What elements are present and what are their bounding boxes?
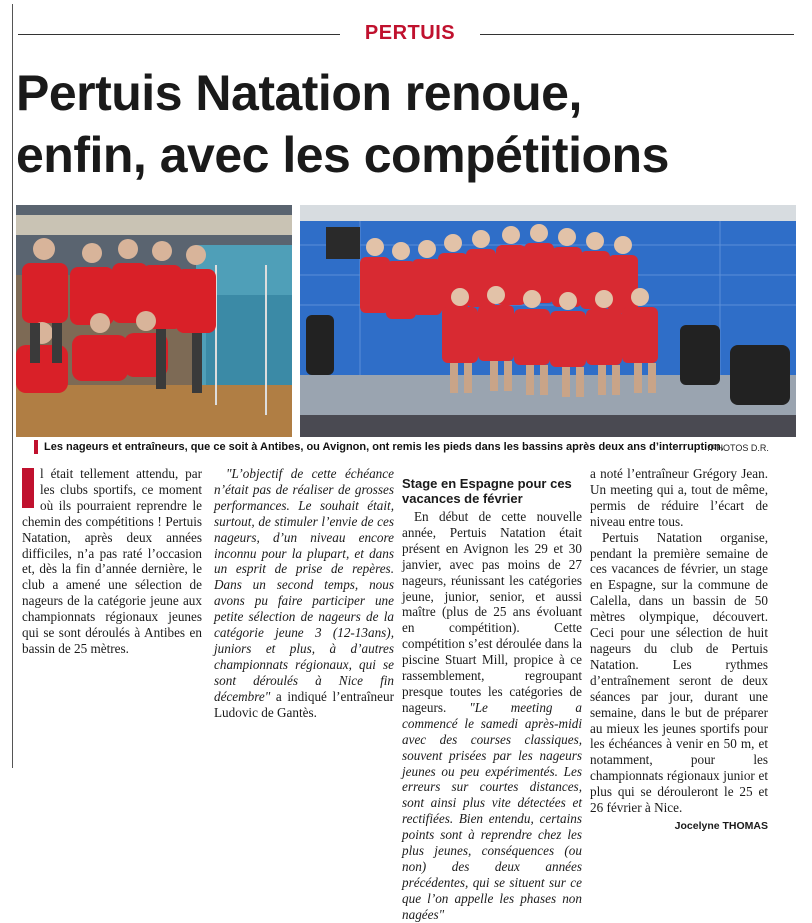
subheading: Stage en Espagne pour ces vacances de février xyxy=(402,476,572,506)
article-column-4 xyxy=(590,466,768,832)
article-paragraph-3 xyxy=(402,509,582,923)
photo-caption: Les nageurs et entraîneurs, que ce soit à Antibes, ou Avignon, ont remis les pieds dans les bassins après deux ans d’interruption. xyxy=(44,441,724,453)
quote-attribution-ludovic: a indiqué l’entraîneur Ludovic de Gantès. xyxy=(214,688,394,720)
paragraph-3-text: En début de cette nouvelle année, Pertuis Natation était présent en Avignon les 29 et 30 janvier, avec pas moins de 27 nageurs, réunissant les catégories jeune, junior, senior, et aussi maître (plus de 25 ans évoluant en compétition). Cette compétition s’est déroulée dans la piscine Stuart Mill, propice à ce rassemblement, regroupant presque toutes les catégories de nageurs. xyxy=(402,509,582,715)
continued-paragraph xyxy=(590,466,768,530)
author-byline: Jocelyne THOMAS xyxy=(674,819,768,832)
article-column-2 xyxy=(214,466,394,721)
photo-credit: /PHOTOS D.R. xyxy=(708,443,769,453)
article-paragraph-4: Pertuis Natation organise, pendant la première semaine de ces vacances de février, un stage en Espagne, sur la commune de Calella, dans un bassin de 50 mètres olympique, découvert. Ceci pour une sélection de huit nageurs du club de Pertuis Natation. Les rythmes d’entraînement seront de deux séances par jour, durant une semaine, dans le but de préparer au mieux les jeunes sportifs pour les échéances à venir en 50 m, et notamment, pour les championnats régionaux junior et plus qui se dérouleront le 25 et 26 février à Nice. xyxy=(590,529,768,816)
paragraph-1-text: l était tellement attendu, par les clubs sportifs, ce moment où ils pourraient reprendre le chemin des compétitions ! Pertuis Natation, après deux années difficiles, n’a pas raté l’occasion et, dès la fin d’année dernière, le club a amené une sélection de nageurs de la catégorie jeune aux championnats régionaux jeunes qui se sont déroulés à Antibes en bassin de 25 mètres. xyxy=(22,466,202,656)
headline xyxy=(16,62,796,186)
quote-gregory: "Le meeting a commencé le samedi après-midi avec des courses classiques, souvent prisées par les nageurs jeunes ou peu expérimentés. Les erreurs sur courtes distances, sont ainsi plus vite détectées et rectifiées. Bien entendu, certains points sont à reprendre chez les plus jeunes, conséquences (ou non) des deux années précédentes, qui se situent sur ce que l’on appelle les phases non nagées" xyxy=(402,699,582,922)
article-column-3 xyxy=(402,466,582,922)
quote-attribution-gregory-continued: a noté l’entraîneur Grégory Jean. Un meeting qui a, tout de même, permis de réduire l’écart de niveau entre tous. xyxy=(590,466,768,529)
article-column-1 xyxy=(22,466,202,657)
section-label: PERTUIS xyxy=(364,22,456,44)
photo-avignon-group xyxy=(300,205,796,437)
caption-marker xyxy=(34,440,38,454)
article-paragraph-2 xyxy=(214,466,394,721)
photo-antibes-group xyxy=(16,205,292,437)
headline-line-1: Pertuis Natation renoue, xyxy=(16,65,582,121)
header-rule-left xyxy=(18,34,340,35)
article-paragraph-1 xyxy=(22,466,202,657)
left-column-rule xyxy=(12,4,13,768)
header-rule-right xyxy=(480,34,794,35)
quote-ludovic: "L’objectif de cette échéance n’était pas de réaliser de grosses performances. Le souhait était, surtout, de stimuler l’envie de ces nageurs, d’un niveau encore inconnu pour la plupart, et dans un esprit de prise de repères. Dans un second temps, nous avons pu faire participer une petite sélection de nageurs de la catégorie jeune 3 (12-13ans), juniors et plus, à d’autres championnats régionaux, qui se sont déroulés à Nice fin décembre" xyxy=(214,466,394,704)
section-header xyxy=(18,22,794,46)
drop-cap-bar xyxy=(22,468,34,508)
headline-line-2: enfin, avec les compétitions xyxy=(16,127,669,183)
